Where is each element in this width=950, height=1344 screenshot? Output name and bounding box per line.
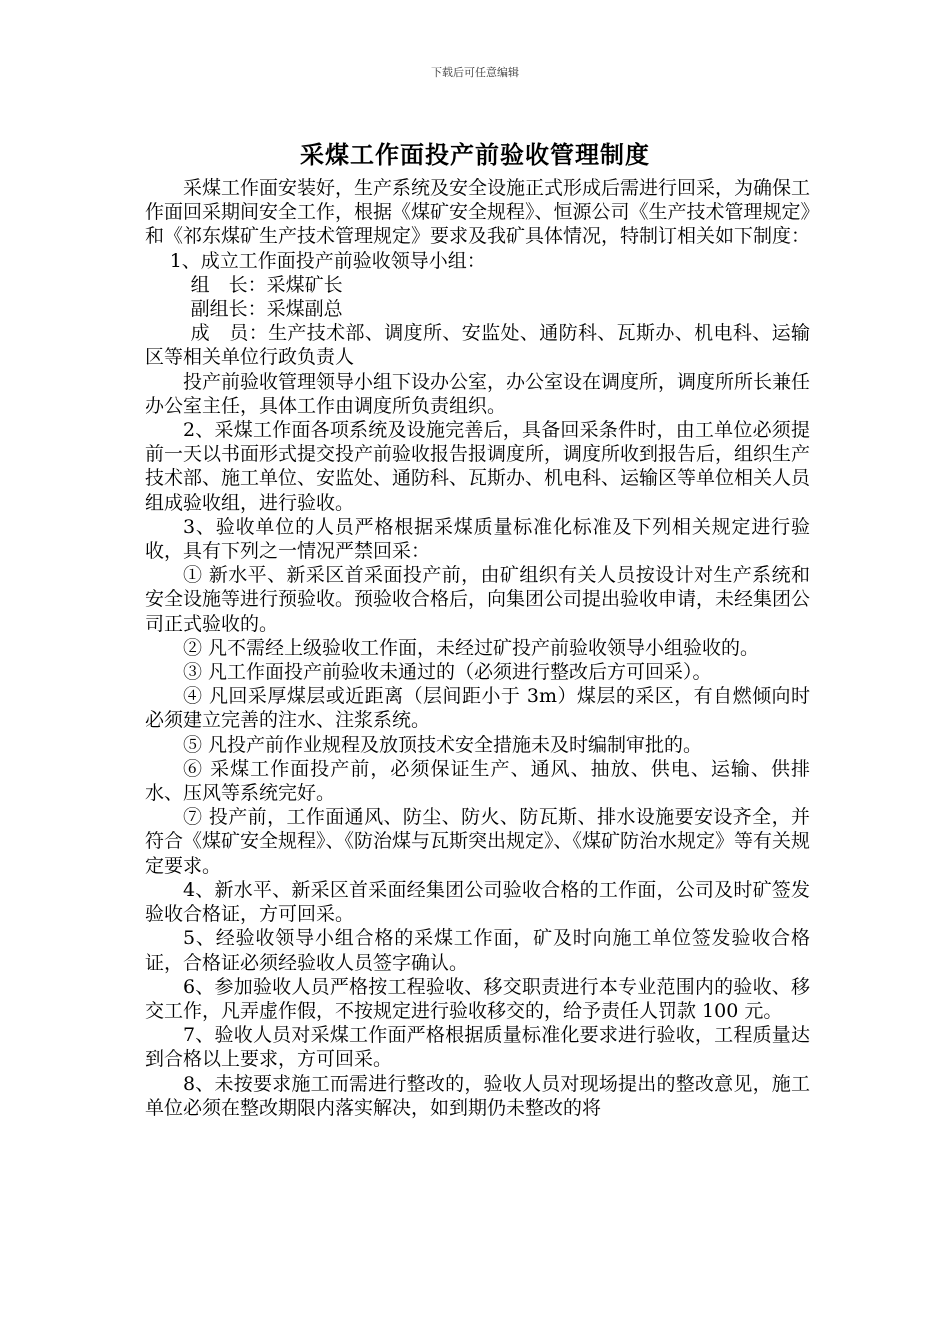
group-members: 成 员：生产技术部、调度所、安监处、通防科、瓦斯办、机电科、运输区等相关单位行政负责人 [145, 322, 810, 369]
sub-item-6: ⑥ 采煤工作面投产前，必须保证生产、通风、抽放、供电、运输、供排水、压风等系统完好。 [145, 757, 810, 805]
paragraph-item-3: 3、验收单位的人员严格根据采煤质量标准化标准及下列相关规定进行验收，具有下列之一情况严禁回采： [145, 515, 810, 563]
sub-item-3: ③ 凡工作面投产前验收未通过的（必须进行整改后方可回采）。 [183, 661, 712, 684]
page-title: 采煤工作面投产前验收管理制度 [300, 140, 650, 169]
sub-item-1: ① 新水平、新采区首采面投产前，由矿组织有关人员按设计对生产系统和安全设施等进行预验收。预验收合格后，向集团公司提出验收申请，未经集团公司正式验收的。 [145, 564, 811, 635]
paragraph-office: 投产前验收管理领导小组下设办公室，办公室设在调度所，调度所所长兼任办公室主任，具体工作由调度所负责组织。 [145, 370, 811, 417]
paragraph-item-5: 5、经验收领导小组合格的采煤工作面，矿及时向施工单位签发验收合格证，合格证必须经验收人员签字确认。 [145, 927, 810, 974]
sub-item-4: ④ 凡回采厚煤层或近距离（层间距小于 3m）煤层的采区，有自燃倾向时必须建立完善的注水、注浆系统。 [145, 685, 810, 732]
paragraph-item-6: 6、参加验收人员严格按工程验收、移交职责进行本专业范围内的验收、移交工作，凡弄虚作假，不按规定进行验收移交的，给予责任人罚款 100 元。 [145, 975, 810, 1022]
paragraph-item-4: 4、新水平、新采区首采面经集团公司验收合格的工作面，公司及时矿签发验收合格证，方可回采。 [145, 878, 810, 926]
group-leader: 组 长：采煤矿长 [190, 273, 343, 296]
paragraph-item-8: 8、未按要求施工而需进行整改的，验收人员对现场提出的整改意见，施工单位必须在整改期限内落实解决，如到期仍未整改的将 [145, 1072, 810, 1119]
paragraph-intro: 采煤工作面安装好，生产系统及安全设施正式形成后需进行回采，为确保工作面回采期间安全工作，根据《煤矿安全规程》、恒源公司《生产技术管理规定》和《祁东煤矿生产技术管理规定》要求及我矿具体情况，特制订相关如下制度： [145, 177, 811, 248]
sub-item-7: ⑦ 投产前，工作面通风、防尘、防火、防瓦斯、排水设施要安设齐全，并符合《煤矿安全规程》、《防治煤与瓦斯突出规定》、《煤矿防治水规定》等有关规定要求。 [145, 806, 811, 877]
paragraph-item-2: 2、采煤工作面各项系统及设施完善后，具备回采条件时，由工单位必须提前一天以书面形式提交投产前验收报告报调度所，调度所收到报告后，组织生产技术部、施工单位、安监处、通防科、瓦斯办、机电科、运输区等单位相关人员组成验收组，进行验收。 [145, 419, 811, 514]
sub-item-2: ② 凡不需经上级验收工作面，未经过矿投产前验收领导小组验收的。 [183, 636, 760, 659]
sub-item-5: ⑤ 凡投产前作业规程及放顶技术安全措施未及时编制审批的。 [183, 733, 703, 756]
group-deputy-leader: 副组长：采煤副总 [190, 298, 343, 321]
paragraph-item-1: 1、成立工作面投产前验收领导小组： [169, 249, 486, 272]
header-note: 下载后可任意编辑 [431, 66, 519, 79]
paragraph-item-7: 7、验收人员对采煤工作面严格根据质量标准化要求进行验收，工程质量达到合格以上要求，方可回采。 [145, 1024, 810, 1071]
document-body [145, 176, 810, 1120]
